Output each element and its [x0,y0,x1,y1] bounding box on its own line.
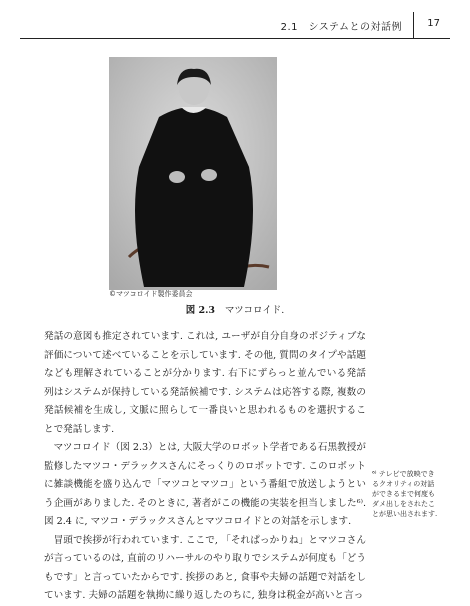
figure-caption [0,302,470,316]
paragraph: マツコロイド（図 2.3）とは, 大阪大学のロボット学者である石黒教授が監修したマツコ・デラックスさんにそっくりのロボットです. このロボットに雑談機能を盛り込んで「マツコとマツコ」という番組で放送しようという企画がありました. そのときに, 著者がこの機能の実装を担当しました⁶⁾. 図 2.4 に, マツコ・デラックスさんとマツコロイドとの対話を示します. [44,442,366,527]
robot-photo-illustration [109,57,277,290]
figure-photo [109,57,277,290]
running-header [20,12,450,39]
footnote: ⁶⁾ テレビで放映できるクオリティの対話ができるまで何度もダメ出しをされたことが思い出されます. [372,470,438,518]
section-title: 2.1 システムとの対話例 [280,22,402,33]
page-number: 17 [427,18,440,29]
paragraph: 冒頭で挨拶が行われています. ここで, 「それぱっかりね」とマツコさんが言っているのは, 直前のリハーサルのやり取りでシステムが何度も「どうもです」と言っていたからです. 挨拶のあと, 食事や夫婦の話題で対話をしています. 夫婦の話題を執拗に繰り返したのちに, 独身は税金が高いと言っ [44,534,366,601]
body-text [44,328,366,606]
right-hand [201,169,217,181]
paragraph: 発話の意図も推定されています. これは, ユーザが自分自身のポジティブな評価について述べていることを示しています. その他, 質問のタイプや話題なども理解されていることが分かります. 右下にずらっと並んでいる発話列はシステムが保持している発話候補です. システムは応答する際, 複数の発話候補を生成し, 文脈に照らして一番良いと思われるものを選択することで発話します. [44,331,366,435]
caption-number: 図 2.3 [185,305,216,316]
left-hand [169,171,185,183]
header-divider [413,12,414,38]
caption-text: マツコロイド. [225,305,285,316]
photo-credit: ©マツコロイド製作委員会 [109,290,193,298]
